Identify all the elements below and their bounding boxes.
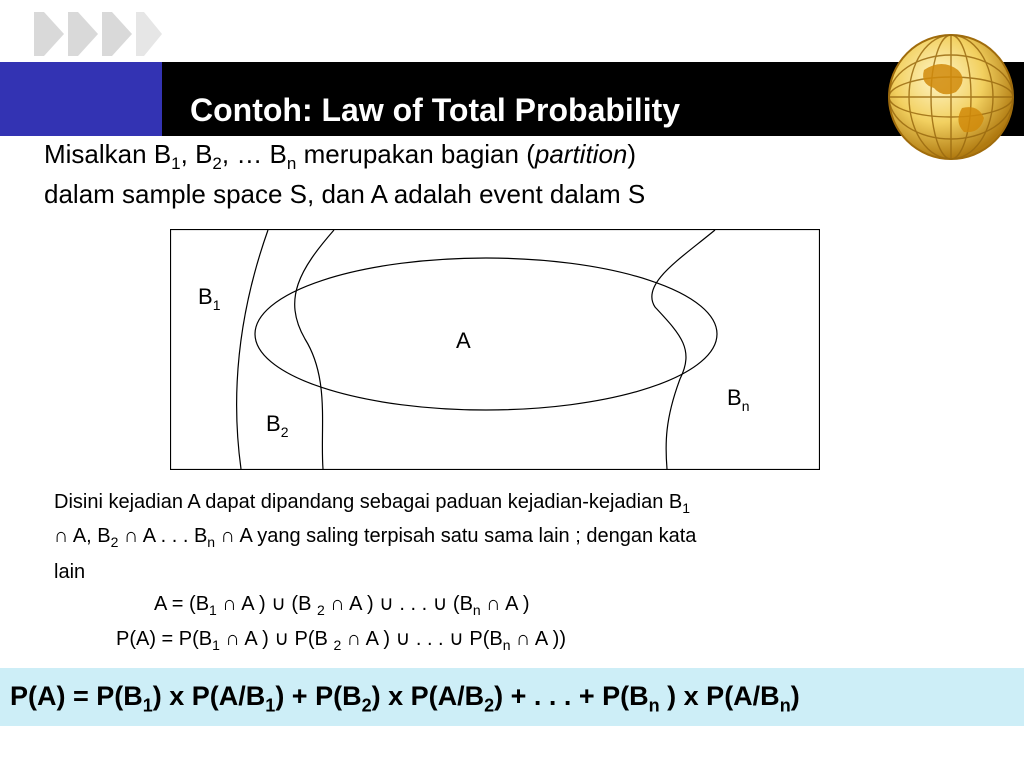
label-bn: $B_n$	[727, 385, 750, 414]
total-probability-formula: $P(A) = P(B_1)$ x $P(A/B_1) + P(B_2)$ x $P(A/B_2)$ + . . . + $P(B_n$ ) x $P(A/B_n)$	[10, 681, 800, 716]
accent-bar	[0, 62, 162, 136]
globe-icon	[884, 30, 1018, 164]
label-a: A	[456, 328, 471, 353]
explanation-line-3: lain	[54, 561, 86, 583]
equation-probability: $P(A) = P(B_1$ ∩ A ) ∪ P(B $_2$ ∩ A ) ∪ . . . ∪ $P(B_n$ ∩ A ))	[116, 628, 566, 653]
chevron-icon	[102, 12, 132, 56]
partition-diagram	[170, 229, 820, 470]
intro-line-2: dalam sample space S, dan A adalah event dalam S	[44, 179, 646, 209]
chevron-icon	[136, 12, 162, 56]
label-b2: $B_2$	[266, 411, 289, 440]
chevron-icon	[34, 12, 64, 56]
chevron-icon	[68, 12, 98, 56]
explanation-line-2: ∩ A, $B_2$ ∩ A . . . $B_n$ ∩ A yang saling terpisah satu sama lain ; dengan kata	[54, 525, 697, 550]
chevron-icons	[34, 12, 164, 56]
slide-title: Contoh: Law of Total Probability	[190, 92, 681, 128]
equation-union: $A = (B_1$ ∩ A ) ∪ (B $_2$ ∩ A ) ∪ . . . ∪ ($B_n$ ∩ A )	[154, 593, 530, 618]
label-b1: $B_1$	[198, 284, 221, 313]
explanation-line-1: Disini kejadian A dapat dipandang sebagai paduan kejadian-kejadian $B_1$	[54, 491, 691, 516]
intro-line-1: Misalkan $B_1$, $B_2$, … $B_n$ merupakan bagian (partition)	[44, 139, 637, 174]
